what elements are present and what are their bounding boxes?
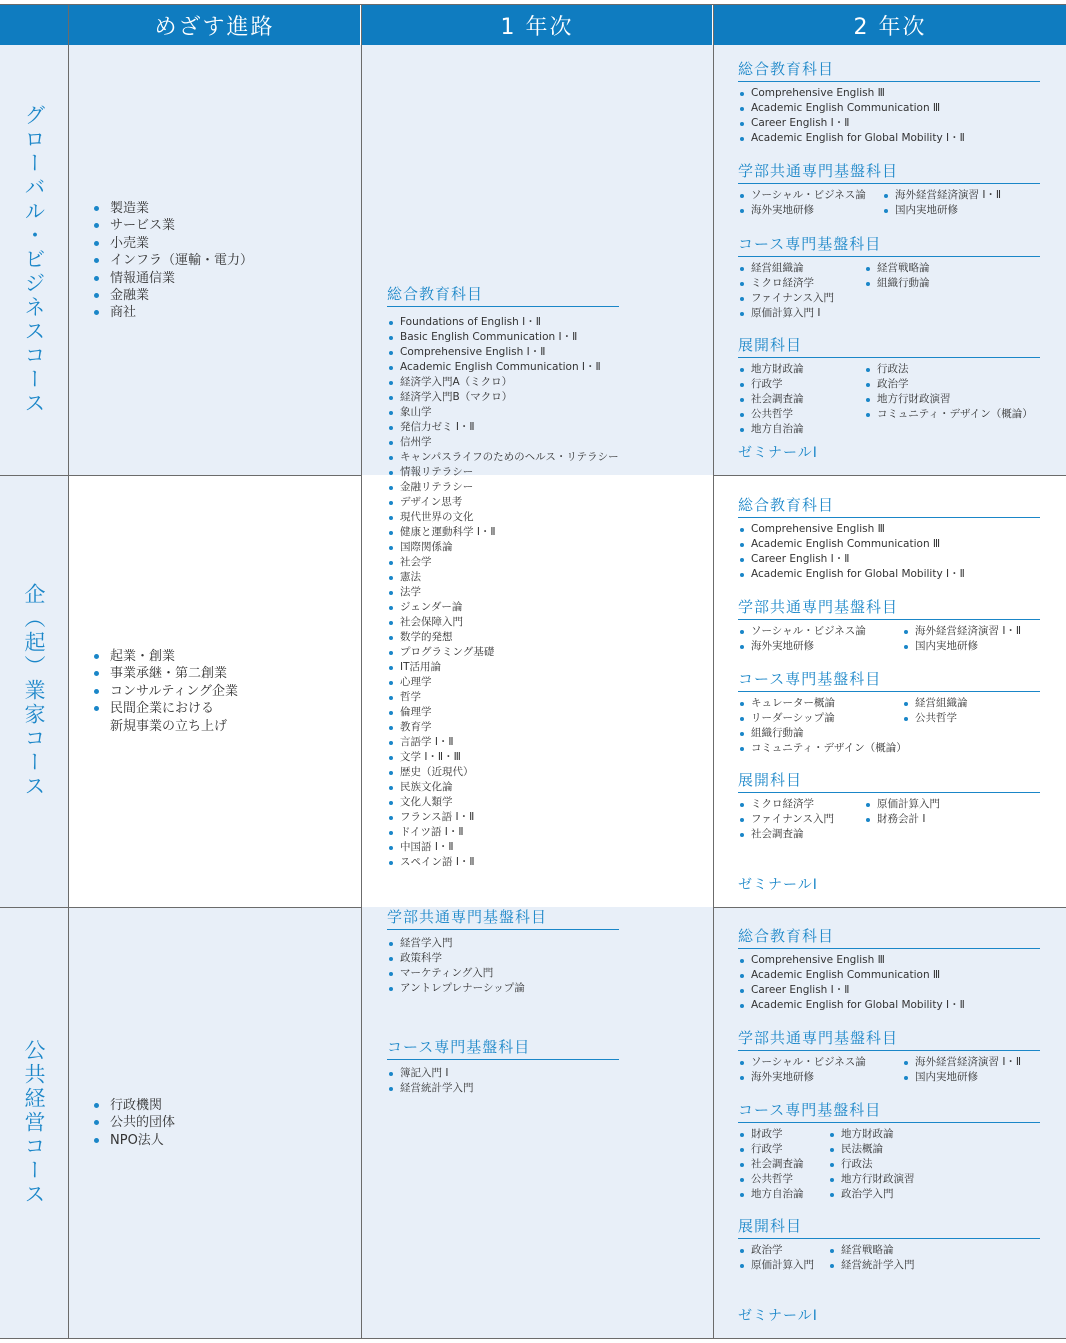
careers-list-course3: [90, 1097, 175, 1149]
section-item-list: [738, 624, 1040, 654]
grid-bottom-border: [0, 1338, 1066, 1339]
list-item: 社会学: [387, 555, 619, 570]
list-item: 国内実地研修: [882, 203, 1040, 218]
list-item: ミクロ経済学: [738, 276, 858, 291]
career-item: 行政機関: [90, 1097, 175, 1114]
list-item: Academic English Communication Ⅲ: [738, 968, 1040, 983]
section-rule: [738, 183, 1040, 184]
list-item: 地方自治論: [738, 422, 858, 437]
year2-section: [738, 670, 1040, 756]
list-item: 地方財政論: [738, 362, 858, 377]
list-item: ファイナンス入門: [738, 291, 858, 306]
list-item: 原価計算入門: [864, 797, 1040, 812]
header-career: めざす進路: [69, 5, 360, 45]
year1-general-list: [387, 315, 619, 870]
section-title: 学部共通専門基盤科目: [738, 598, 899, 616]
section-rule: [387, 306, 619, 307]
list-item: 社会調査論: [738, 827, 858, 842]
list-item: 海外実地研修: [738, 639, 896, 654]
section-title: 学部共通専門基盤科目: [738, 162, 899, 180]
list-item: 文化人類学: [387, 795, 619, 810]
list-item: 地方財政論: [828, 1127, 1040, 1142]
list-item: ファイナンス入門: [738, 812, 858, 827]
list-item: 行政法: [828, 1157, 1040, 1172]
section-rule: [738, 691, 1040, 692]
list-item: 経営統計学入門: [828, 1258, 1040, 1273]
list-item: キャンパスライフのためのヘルス・リテラシー: [387, 450, 619, 465]
list-item: 経済学入門A（ミクロ）: [387, 375, 619, 390]
list-item: 経営戦略論: [828, 1243, 1040, 1258]
list-item: Career English Ⅰ・Ⅱ: [738, 552, 1040, 567]
list-item: 社会調査論: [738, 1157, 822, 1172]
list-item: コミュニティ・デザイン（概論）: [864, 407, 1040, 422]
list-item: 海外経営経済演習 Ⅰ・Ⅱ: [902, 1055, 1040, 1070]
list-item: 国内実地研修: [902, 639, 1040, 654]
list-item: 信州学: [387, 435, 619, 450]
list-item: 情報リテラシー: [387, 465, 619, 480]
list-item: 地方自治論: [738, 1187, 822, 1202]
list-item: 海外実地研修: [738, 1070, 896, 1085]
list-item: 経営統計学入門: [387, 1081, 619, 1096]
section-title: 総合教育科目: [387, 285, 484, 303]
list-item: 民法概論: [828, 1142, 1040, 1157]
list-item: 国際関係論: [387, 540, 619, 555]
list-item: Academic English for Global Mobility Ⅰ・Ⅱ: [738, 998, 1040, 1013]
year2-section: [738, 771, 1040, 842]
list-item: 公共哲学: [738, 407, 858, 422]
course-name-public-management: 公共経営コース: [22, 1038, 46, 1207]
section-item-list: [738, 1243, 1040, 1273]
section-title: 総合教育科目: [738, 496, 835, 514]
year2-section: [738, 496, 1040, 582]
list-item: 健康と運動科学 Ⅰ・Ⅱ: [387, 525, 619, 540]
section-rule: [738, 517, 1040, 518]
year1-course-basic-section: [387, 1038, 619, 1096]
list-item: アントレプレナーシップ論: [387, 981, 619, 996]
career-item: インフラ（運輸・電力）: [90, 252, 253, 269]
list-item: Academic English Communication Ⅲ: [738, 101, 1040, 116]
list-item: 行政学: [738, 1142, 822, 1157]
course-name-cell-1: [0, 45, 68, 475]
list-item: 社会調査論: [738, 392, 858, 407]
list-item: 心理学: [387, 675, 619, 690]
list-item: 海外実地研修: [738, 203, 876, 218]
grid-top-border: [0, 4, 1066, 5]
list-item: プログラミング基礎: [387, 645, 619, 660]
list-item: 金融リテラシー: [387, 480, 619, 495]
list-item: Academic English Communication Ⅰ・Ⅱ: [387, 360, 619, 375]
year2-section: [738, 927, 1040, 1013]
list-item: 倫理学: [387, 705, 619, 720]
list-item: コミュニティ・デザイン（概論）: [738, 741, 896, 756]
list-item: 経済学入門B（マクロ）: [387, 390, 619, 405]
section-title: 学部共通専門基盤科目: [387, 908, 548, 926]
section-rule: [387, 929, 619, 930]
list-item: キュレーター概論: [738, 696, 896, 711]
header-year1: 1 年次: [362, 5, 712, 45]
section-item-list: [738, 86, 1040, 146]
year2-section: [738, 1217, 1040, 1273]
list-item: Comprehensive English Ⅲ: [738, 522, 1040, 537]
year1-faculty-common-section: [387, 908, 619, 996]
list-item: 行政法: [864, 362, 1040, 377]
section-item-list: [738, 797, 1040, 842]
list-item: Basic English Communication Ⅰ・Ⅱ: [387, 330, 619, 345]
list-item: リーダーシップ論: [738, 711, 896, 726]
row-divider-2-right: [713, 907, 1066, 908]
section-title: 展開科目: [738, 771, 803, 789]
list-item: 経営組織論: [902, 696, 1040, 711]
list-item: Career English Ⅰ・Ⅱ: [738, 116, 1040, 131]
section-rule: [738, 357, 1040, 358]
section-item-list: [738, 1127, 1040, 1202]
list-item: ソーシャル・ビジネス論: [738, 624, 896, 639]
list-item: 社会保障入門: [387, 615, 619, 630]
careers-list-course2: [90, 648, 238, 735]
grid-divider-2: [361, 5, 362, 1338]
list-item: 発信力ゼミ Ⅰ・Ⅱ: [387, 420, 619, 435]
section-title: 学部共通専門基盤科目: [738, 1029, 899, 1047]
list-item: ドイツ語 Ⅰ・Ⅱ: [387, 825, 619, 840]
list-item: IT活用論: [387, 660, 619, 675]
list-item: マーケティング入門: [387, 966, 619, 981]
list-item: 政治学入門: [828, 1187, 1040, 1202]
list-item: 法学: [387, 585, 619, 600]
year2-section: [738, 1101, 1040, 1202]
list-item: Comprehensive English Ⅰ・Ⅱ: [387, 345, 619, 360]
list-item: 組織行動論: [864, 276, 1040, 291]
career-item: 小売業: [90, 235, 253, 252]
grid-divider-1: [68, 5, 69, 1338]
section-title: 展開科目: [738, 1217, 803, 1235]
course-name-cell-3: [0, 907, 68, 1338]
seminar-label: ゼミナールⅠ: [738, 877, 818, 893]
year2-section: [738, 162, 1040, 218]
list-item: 哲学: [387, 690, 619, 705]
career-item: 起業・創業: [90, 648, 238, 665]
list-item: 民族文化論: [387, 780, 619, 795]
list-item: 原価計算入門 Ⅰ: [738, 306, 858, 321]
list-item: 言語学 Ⅰ・Ⅱ: [387, 735, 619, 750]
career-item: コンサルティング企業: [90, 683, 238, 700]
list-item: 地方行財政演習: [828, 1172, 1040, 1187]
section-rule: [738, 1238, 1040, 1239]
list-item: 政策科学: [387, 951, 619, 966]
list-item: Academic English for Global Mobility Ⅰ・Ⅱ: [738, 131, 1040, 146]
section-title: コース専門基盤科目: [387, 1038, 531, 1056]
list-item: Comprehensive English Ⅲ: [738, 953, 1040, 968]
section-title: コース専門基盤科目: [738, 235, 882, 253]
list-item: 数学的発想: [387, 630, 619, 645]
year2-section: [738, 598, 1040, 654]
list-item: Career English Ⅰ・Ⅱ: [738, 983, 1040, 998]
list-item: ソーシャル・ビジネス論: [738, 188, 876, 203]
section-rule: [738, 1122, 1040, 1123]
list-item: Academic English for Global Mobility Ⅰ・Ⅱ: [738, 567, 1040, 582]
section-rule: [738, 256, 1040, 257]
list-item: 歴史（近現代）: [387, 765, 619, 780]
header-left-blank: [0, 5, 68, 45]
list-item: 財政学: [738, 1127, 822, 1142]
section-item-list: [738, 696, 1040, 756]
section-title: コース専門基盤科目: [738, 670, 882, 688]
list-item: 象山学: [387, 405, 619, 420]
list-item: 国内実地研修: [902, 1070, 1040, 1085]
section-title: 展開科目: [738, 336, 803, 354]
section-item-list: [738, 188, 1040, 218]
list-item: 政治学: [864, 377, 1040, 392]
section-item-list: [738, 522, 1040, 582]
course-name-entrepreneur: 企（起）業家コース: [22, 583, 46, 799]
list-item: 経営組織論: [738, 261, 858, 276]
header-year2: 2 年次: [714, 5, 1066, 45]
career-item: 事業承継・第二創業: [90, 665, 238, 682]
list-item: ミクロ経済学: [738, 797, 858, 812]
year1-general-section: [387, 285, 619, 870]
section-rule: [738, 948, 1040, 949]
list-item: Comprehensive English Ⅲ: [738, 86, 1040, 101]
section-title: 総合教育科目: [738, 60, 835, 78]
list-item: 公共哲学: [738, 1172, 822, 1187]
career-item: 公共的団体: [90, 1114, 175, 1131]
career-item: 製造業: [90, 200, 253, 217]
year2-section: [738, 336, 1040, 437]
section-title: コース専門基盤科目: [738, 1101, 882, 1119]
year1-course-basic-list: [387, 1066, 619, 1096]
list-item: 海外経営経済演習 Ⅰ・Ⅱ: [882, 188, 1040, 203]
section-title: 総合教育科目: [738, 927, 835, 945]
list-item: 公共哲学: [902, 711, 1040, 726]
list-item: 経営学入門: [387, 936, 619, 951]
list-item: 中国語 Ⅰ・Ⅱ: [387, 840, 619, 855]
list-item: 教育学: [387, 720, 619, 735]
career-item: サービス業: [90, 217, 253, 234]
list-item: 海外経営経済演習 Ⅰ・Ⅱ: [902, 624, 1040, 639]
section-item-list: [738, 1055, 1040, 1085]
seminar-label: ゼミナールⅠ: [738, 445, 818, 461]
list-item: Foundations of English Ⅰ・Ⅱ: [387, 315, 619, 330]
grid-divider-3: [713, 5, 714, 1338]
career-item: 商社: [90, 304, 253, 321]
list-item: 財務会計 Ⅰ: [864, 812, 1040, 827]
list-item: フランス語 Ⅰ・Ⅱ: [387, 810, 619, 825]
career-item-continued: 新規事業の立ち上げ: [110, 718, 228, 734]
list-item: 政治学: [738, 1243, 822, 1258]
career-item: 民間企業における: [90, 700, 238, 717]
list-item: 憲法: [387, 570, 619, 585]
section-item-list: [738, 362, 1040, 437]
career-item: 金融業: [90, 287, 253, 304]
section-rule: [738, 619, 1040, 620]
list-item: 簿記入門 Ⅰ: [387, 1066, 619, 1081]
list-item: 原価計算入門: [738, 1258, 822, 1273]
list-item: 地方行財政演習: [864, 392, 1040, 407]
list-item: ジェンダー論: [387, 600, 619, 615]
list-item: 現代世界の文化: [387, 510, 619, 525]
career-item: NPO法人: [90, 1132, 175, 1149]
list-item: スペイン語 Ⅰ・Ⅱ: [387, 855, 619, 870]
year2-section: [738, 60, 1040, 146]
seminar-label: ゼミナールⅠ: [738, 1308, 818, 1324]
list-item: 文学 Ⅰ・Ⅱ・Ⅲ: [387, 750, 619, 765]
list-item: 行政学: [738, 377, 858, 392]
list-item: 組織行動論: [738, 726, 896, 741]
section-item-list: [738, 261, 1040, 321]
list-item: デザイン思考: [387, 495, 619, 510]
section-rule: [738, 1050, 1040, 1051]
list-item: Academic English Communication Ⅲ: [738, 537, 1040, 552]
course-name-global-business: グローバル・ビジネスコース: [22, 104, 46, 416]
course-name-cell-2: [0, 475, 68, 907]
section-rule: [738, 81, 1040, 82]
year2-section: [738, 1029, 1040, 1085]
list-item: ソーシャル・ビジネス論: [738, 1055, 896, 1070]
year2-section: [738, 235, 1040, 321]
careers-list-course1: [90, 200, 253, 322]
section-rule: [738, 792, 1040, 793]
row-divider-1-right: [713, 475, 1066, 476]
list-item: 経営戦略論: [864, 261, 1040, 276]
career-item: 情報通信業: [90, 270, 253, 287]
section-item-list: [738, 953, 1040, 1013]
year1-faculty-common-list: [387, 936, 619, 996]
section-rule: [387, 1059, 619, 1060]
